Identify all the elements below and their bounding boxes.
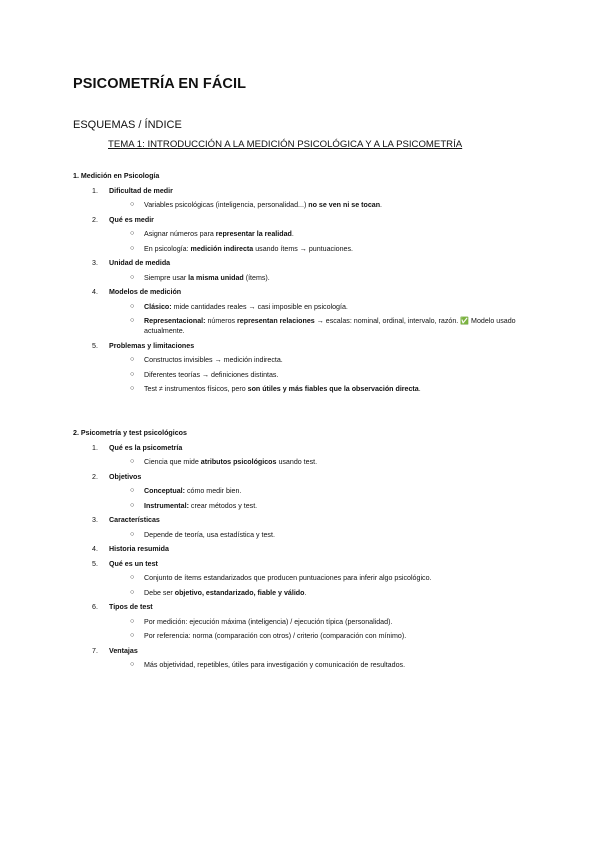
list-item xyxy=(73,316,533,336)
item-label: Qué es medir xyxy=(109,215,154,224)
numbered-item xyxy=(73,287,533,297)
list-item xyxy=(73,229,533,239)
numbered-item xyxy=(73,258,533,268)
bullet-text xyxy=(144,229,534,239)
bullet-list xyxy=(73,530,533,540)
bullet-list xyxy=(73,660,533,670)
item-number: 3. xyxy=(92,516,98,524)
list-item xyxy=(73,273,533,283)
text-run: Ciencia que mide xyxy=(144,458,201,466)
bold-text: son útiles y más fiables que la observación directa xyxy=(247,385,419,393)
text-run: (ítems). xyxy=(243,273,270,282)
text-run: → escalas: nominal, ordinal, intervalo, razón. ✅ Modelo usado actualmente. xyxy=(144,317,516,335)
circle-bullet-icon: ○ xyxy=(130,632,135,639)
circle-bullet-icon: ○ xyxy=(130,201,135,208)
list-item xyxy=(73,617,533,627)
bullet-text xyxy=(144,316,534,336)
text-run: Por referencia: norma (comparación con otros) / criterio (comparación con mínimo). xyxy=(144,632,407,640)
item-number: 4. xyxy=(92,288,98,296)
text-run: Diferentes teorías → definiciones distintas. xyxy=(144,370,279,379)
circle-bullet-icon: ○ xyxy=(130,574,135,581)
circle-bullet-icon: ○ xyxy=(130,617,135,625)
bullet-text xyxy=(144,631,534,641)
bullet-text xyxy=(144,501,534,511)
bullet-text xyxy=(144,457,534,467)
bold-text: representar la realidad xyxy=(215,230,292,238)
bold-text: Instrumental: xyxy=(144,501,189,510)
circle-bullet-icon: ○ xyxy=(130,230,135,237)
bullet-text xyxy=(144,530,534,540)
bullet-text xyxy=(144,273,534,283)
bullet-text xyxy=(144,617,534,627)
text-run: cómo medir bien. xyxy=(185,487,242,495)
section-heading: 1. Medición en Psicología xyxy=(73,172,160,180)
bullet-text xyxy=(144,486,534,496)
bullet-text xyxy=(144,244,534,254)
item-label: Objetivos xyxy=(109,472,142,481)
text-run: . xyxy=(418,385,421,393)
text-run: Conjunto de ítems estandarizados que producen puntuaciones para inferir algo psicológico. xyxy=(144,574,432,582)
list-item xyxy=(73,370,533,380)
text-run: Más objetividad, repetibles, útiles para investigación y comunicación de resultados. xyxy=(144,661,406,669)
text-run: Depende de teoría, usa estadística y test. xyxy=(144,530,275,539)
bullet-text xyxy=(144,660,534,670)
section-heading: 2. Psicometría y test psicológicos xyxy=(73,429,187,437)
item-number: 2. xyxy=(92,472,98,481)
text-run: números xyxy=(205,317,238,325)
numbered-item xyxy=(73,544,533,554)
item-number: 3. xyxy=(92,259,98,267)
circle-bullet-icon: ○ xyxy=(130,530,135,538)
item-number: 1. xyxy=(92,186,98,195)
list-item xyxy=(73,660,533,670)
item-number: 5. xyxy=(92,559,98,568)
text-run: Siempre usar xyxy=(144,273,189,282)
list-item xyxy=(73,486,533,496)
item-number: 4. xyxy=(92,545,98,553)
list-item xyxy=(73,244,533,254)
item-number: 7. xyxy=(92,646,98,655)
item-label: Qué es un test xyxy=(109,559,158,568)
text-run: Test ≠ instrumentos físicos, pero xyxy=(144,385,248,393)
text-run: Debe ser xyxy=(144,588,175,597)
bullet-text xyxy=(144,588,534,598)
item-number: 6. xyxy=(92,603,98,611)
text-run: crear métodos y test. xyxy=(188,501,258,510)
text-run: Asignar números para xyxy=(144,230,216,238)
text-run: . xyxy=(291,230,294,238)
numbered-item xyxy=(73,559,533,569)
bullet-list xyxy=(73,486,533,511)
bullet-text xyxy=(144,384,534,394)
item-number: 5. xyxy=(92,341,98,350)
bold-text: Conceptual: xyxy=(144,487,185,495)
bullet-list xyxy=(73,302,533,337)
circle-bullet-icon: ○ xyxy=(130,317,135,324)
bullet-list xyxy=(73,617,533,642)
item-label: Historia resumida xyxy=(109,545,169,553)
circle-bullet-icon: ○ xyxy=(130,244,135,252)
text-run: usando ítems → puntuaciones. xyxy=(253,244,354,253)
numbered-item xyxy=(73,646,533,656)
list-item xyxy=(73,573,533,583)
bullet-text xyxy=(144,355,534,365)
circle-bullet-icon: ○ xyxy=(130,501,135,509)
numbered-item xyxy=(73,515,533,525)
numbered-item xyxy=(73,341,533,351)
circle-bullet-icon: ○ xyxy=(130,487,135,494)
bold-text: atributos psicológicos xyxy=(200,458,277,466)
text-run: mide cantidades reales → casi imposible en psicología. xyxy=(171,302,348,311)
circle-bullet-icon: ○ xyxy=(130,370,135,378)
text-run: En psicología: xyxy=(144,244,191,253)
numbered-item xyxy=(73,602,533,612)
item-label: Modelos de medición xyxy=(109,288,182,296)
bullet-text xyxy=(144,200,534,210)
bullet-list xyxy=(73,200,533,210)
circle-bullet-icon: ○ xyxy=(130,385,135,392)
list-item xyxy=(73,384,533,394)
text-run: . xyxy=(380,201,383,209)
list-item xyxy=(73,302,533,312)
item-number: 1. xyxy=(92,443,98,452)
list-item xyxy=(73,355,533,365)
text-run: Constructos invisibles → medición indirecta. xyxy=(144,356,283,364)
numbered-item xyxy=(73,186,533,196)
circle-bullet-icon: ○ xyxy=(130,458,135,465)
bullet-list xyxy=(73,573,533,598)
outline-content xyxy=(73,171,533,670)
item-label: Unidad de medida xyxy=(109,259,171,267)
bold-text: objetivo, estandarizado, fiable y válido xyxy=(174,588,305,597)
document-subtitle: ESQUEMAS / ÍNDICE xyxy=(73,119,182,131)
item-label: Problemas y limitaciones xyxy=(109,341,195,350)
bold-text: Clásico: xyxy=(144,302,172,311)
bold-text: no se ven ni se tocan xyxy=(308,201,381,209)
bullet-list xyxy=(73,457,533,467)
list-item xyxy=(73,457,533,467)
list-item xyxy=(73,501,533,511)
bold-text: representan relaciones xyxy=(237,317,315,325)
bullet-list xyxy=(73,229,533,254)
item-label: Dificultad de medir xyxy=(109,186,173,195)
bullet-list xyxy=(73,273,533,283)
topic-heading: TEMA 1: INTRODUCCIÓN A LA MEDICIÓN PSICOLÓGICA Y A LA PSICOMETRÍA xyxy=(108,139,463,150)
item-number: 2. xyxy=(92,215,98,224)
list-item xyxy=(73,588,533,598)
bullet-list xyxy=(73,355,533,394)
text-run: Por medición: ejecución máxima (inteligencia) / ejecución típica (personalidad). xyxy=(144,617,393,626)
bullet-text xyxy=(144,370,534,380)
item-label: Ventajas xyxy=(109,646,138,655)
numbered-item xyxy=(73,443,533,453)
bullet-text xyxy=(144,302,534,312)
bullet-text xyxy=(144,573,534,583)
bold-text: medición indirecta xyxy=(190,244,254,253)
list-item xyxy=(73,631,533,641)
text-run: . xyxy=(304,588,307,597)
document-title: PSICOMETRÍA EN FÁCIL xyxy=(73,76,247,92)
circle-bullet-icon: ○ xyxy=(130,661,135,668)
circle-bullet-icon: ○ xyxy=(130,273,135,281)
numbered-item xyxy=(73,215,533,225)
item-label: Qué es la psicometría xyxy=(109,443,183,452)
circle-bullet-icon: ○ xyxy=(130,302,135,310)
item-label: Características xyxy=(109,516,160,524)
text-run: Variables psicológicas (inteligencia, personalidad...) xyxy=(144,201,309,209)
circle-bullet-icon: ○ xyxy=(130,588,135,596)
numbered-item xyxy=(73,472,533,482)
bold-text: la misma unidad xyxy=(188,273,244,282)
item-label: Tipos de test xyxy=(109,603,153,611)
list-item xyxy=(73,530,533,540)
text-run: usando test. xyxy=(276,458,318,466)
list-item xyxy=(73,200,533,210)
circle-bullet-icon: ○ xyxy=(130,356,135,363)
bold-text: Representacional: xyxy=(144,317,206,325)
